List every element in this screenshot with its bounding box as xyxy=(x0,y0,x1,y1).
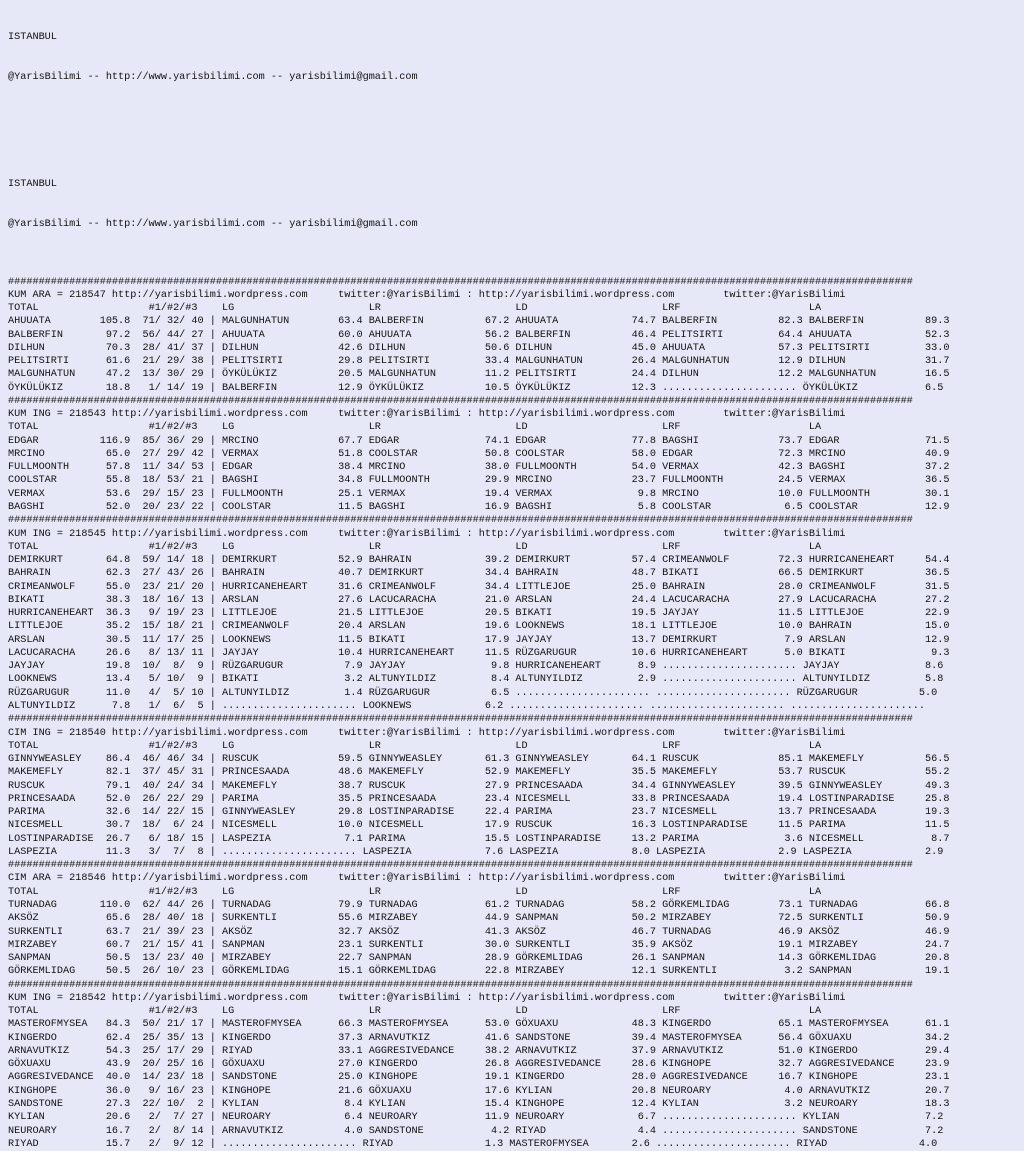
table-row: MASTEROFMYSEA 84.3 50/ 21/ 17 | MASTEROFMYSEA 66.3 MASTEROFMYSEA 53.0 GÖXUAXU 48.3 KINGERDO 65.1 MASTEROFMYSEA 61.1 xyxy=(8,1018,1024,1031)
table-row: MAKEMEFLY 82.1 37/ 45/ 31 | PRINCESAADA 48.6 MAKEMEFLY 52.9 MAKEMEFLY 35.5 MAKEMEFLY 53.7 RUSCUK 55.2 xyxy=(8,766,1024,779)
table-row: NICESMELL 30.7 18/ 6/ 24 | NICESMELL 10.0 NICESMELL 17.9 RUSCUK 16.3 LOSTINPARADISE 11.5 PARIMA 11.5 xyxy=(8,819,1024,832)
table-row: MRCINO 65.0 27/ 29/ 42 | VERMAX 51.8 COOLSTAR 50.8 COOLSTAR 58.0 EDGAR 72.3 MRCINO 40.9 xyxy=(8,448,1024,461)
table-row: DILHUN 70.3 28/ 41/ 37 | DILHUN 42.6 DILHUN 50.6 DILHUN 45.0 AHUUATA 57.3 PELITSIRTI 33.0 xyxy=(8,342,1024,355)
table-row: EDGAR 116.9 85/ 36/ 29 | MRCINO 67.7 EDGAR 74.1 EDGAR 77.8 BAGSHI 73.7 EDGAR 71.5 xyxy=(8,435,1024,448)
table-row: LASPEZIA 11.3 3/ 7/ 8 | ...................... LASPEZIA 7.6 LASPEZIA 8.0 LASPEZIA 2.9 LASPEZIA 2.9 xyxy=(8,846,1024,859)
column-header: TOTAL #1/#2/#3 LG LR LD LRF LA xyxy=(8,886,1024,899)
table-row: AGGRESIVEDANCE 40.0 14/ 23/ 18 | SANDSTONE 25.0 KINGHOPE 19.1 KINGERDO 28.0 AGGRESIVEDANCE 16.7 KINGHOPE 23.1 xyxy=(8,1071,1024,1084)
separator-line: #################################################################################################################################################### xyxy=(8,395,1024,408)
table-row: PARIMA 32.6 14/ 22/ 15 | GINNYWEASLEY 29.8 LOSTINPARADISE 22.4 PARIMA 23.7 NICESMELL 13.7 PRINCESAADA 19.3 xyxy=(8,806,1024,819)
race-title: CIM ING = 218540 http://yarisbilimi.wordpress.com twitter:@YarisBilimi : http://yarisbilimi.wordpress.com twitter:@YarisBilimi xyxy=(8,727,1024,740)
header-contact: @YarisBilimi -- http://www.yarisbilimi.com -- yarisbilimi@gmail.com xyxy=(8,71,1024,84)
table-row: BAHRAIN 62.3 27/ 43/ 26 | BAHRAIN 40.7 DEMIRKURT 34.4 BAHRAIN 48.7 BIKATI 66.5 DEMIRKURT 36.5 xyxy=(8,567,1024,580)
column-header: TOTAL #1/#2/#3 LG LR LD LRF LA xyxy=(8,421,1024,434)
table-row: PRINCESAADA 52.0 26/ 22/ 29 | PARIMA 35.5 PRINCESAADA 23.4 NICESMELL 33.8 PRINCESAADA 19.4 LOSTINPARADISE 25.8 xyxy=(8,793,1024,806)
separator-line: #################################################################################################################################################### xyxy=(8,859,1024,872)
table-row: NEUROARY 16.7 2/ 8/ 14 | ARNAVUTKIZ 4.0 SANDSTONE 4.2 RIYAD 4.4 ...................... SANDSTONE 7.2 xyxy=(8,1125,1024,1138)
column-header: TOTAL #1/#2/#3 LG LR LD LRF LA xyxy=(8,740,1024,753)
table-row: MALGUNHATUN 47.2 13/ 30/ 29 | ÖYKÜLÜKIZ 20.5 MALGUNHATUN 11.2 PELITSIRTI 24.4 DILHUN 12.2 MALGUNHATUN 16.5 xyxy=(8,368,1024,381)
table-row: LOSTINPARADISE 26.7 6/ 18/ 15 | LASPEZIA 7.1 PARIMA 15.5 LOSTINPARADISE 13.2 PARIMA 3.6 NICESMELL 8.7 xyxy=(8,833,1024,846)
table-row: KINGERDO 62.4 25/ 35/ 13 | KINGERDO 37.3 ARNAVUTKIZ 41.6 SANDSTONE 39.4 MASTEROFMYSEA 56.4 GÖXUAXU 34.2 xyxy=(8,1032,1024,1045)
table-row: COOLSTAR 55.8 18/ 53/ 21 | BAGSHI 34.8 FULLMOONTH 29.9 MRCINO 23.7 FULLMOONTH 24.5 VERMAX 36.5 xyxy=(8,474,1024,487)
table-row: ARSLAN 30.5 11/ 17/ 25 | LOOKNEWS 11.5 BIKATI 17.9 JAYJAY 13.7 DEMIRKURT 7.9 ARSLAN 12.9 xyxy=(8,634,1024,647)
table-row: ARNAVUTKIZ 54.3 25/ 17/ 29 | RIYAD 33.1 AGGRESIVEDANCE 38.2 ARNAVUTKIZ 37.9 ARNAVUTKIZ 51.0 KINGERDO 29.4 xyxy=(8,1045,1024,1058)
table-row: FULLMOONTH 57.8 11/ 34/ 53 | EDGAR 38.4 MRCINO 38.0 FULLMOONTH 54.0 VERMAX 42.3 BAGSHI 37.2 xyxy=(8,461,1024,474)
header-city-2: ISTANBUL xyxy=(8,178,1024,191)
race-title: CIM ARA = 218546 http://yarisbilimi.wordpress.com twitter:@YarisBilimi : http://yarisbilimi.wordpress.com twitter:@YarisBilimi xyxy=(8,872,1024,885)
table-row: TURNADAG 110.0 62/ 44/ 26 | TURNADAG 79.9 TURNADAG 61.2 TURNADAG 58.2 GÖRKEMLIDAG 73.1 TURNADAG 66.8 xyxy=(8,899,1024,912)
table-row: PELITSIRTI 61.6 21/ 29/ 38 | PELITSIRTI 29.8 PELITSIRTI 33.4 MALGUNHATUN 26.4 MALGUNHATUN 12.9 DILHUN 31.7 xyxy=(8,355,1024,368)
race-report xyxy=(8,276,1024,1151)
top-header xyxy=(8,4,1024,111)
table-row: GÖRKEMLIDAG 50.5 26/ 10/ 23 | GÖRKEMLIDAG 15.1 GÖRKEMLIDAG 22.8 MIRZABEY 12.1 SURKENTLI 3.2 SANPMAN 19.1 xyxy=(8,965,1024,978)
table-row: BAGSHI 52.0 20/ 23/ 22 | COOLSTAR 11.5 BAGSHI 16.9 BAGSHI 5.8 COOLSTAR 6.5 COOLSTAR 12.9 xyxy=(8,501,1024,514)
table-row: LACUCARACHA 26.6 8/ 13/ 11 | JAYJAY 10.4 HURRICANEHEART 11.5 RÜZGARUGUR 10.6 HURRICANEHEART 5.0 BIKATI 9.3 xyxy=(8,647,1024,660)
race-title: KUM ARA = 218547 http://yarisbilimi.wordpress.com twitter:@YarisBilimi : http://yarisbilimi.wordpress.com twitter:@YarisBilimi xyxy=(8,289,1024,302)
race-title: KUM ING = 218545 http://yarisbilimi.wordpress.com twitter:@YarisBilimi : http://yarisbilimi.wordpress.com twitter:@YarisBilimi xyxy=(8,528,1024,541)
table-row: LITTLEJOE 35.2 15/ 18/ 21 | CRIMEANWOLF 20.4 ARSLAN 19.6 LOOKNEWS 18.1 LITTLEJOE 10.0 BAHRAIN 15.0 xyxy=(8,620,1024,633)
table-row: VERMAX 53.6 29/ 15/ 23 | FULLMOONTH 25.1 VERMAX 19.4 VERMAX 9.8 MRCINO 10.0 FULLMOONTH 30.1 xyxy=(8,488,1024,501)
table-row: KYLIAN 20.6 2/ 7/ 27 | NEUROARY 6.4 NEUROARY 11.9 NEUROARY 6.7 ...................... KYLIAN 7.2 xyxy=(8,1111,1024,1124)
separator-line: #################################################################################################################################################### xyxy=(8,979,1024,992)
table-row: AKSÖZ 65.6 28/ 40/ 18 | SURKENTLI 55.6 MIRZABEY 44.9 SANPMAN 50.2 MIRZABEY 72.5 SURKENTLI 50.9 xyxy=(8,912,1024,925)
table-row: MIRZABEY 60.7 21/ 15/ 41 | SANPMAN 23.1 SURKENTLI 30.0 SURKENTLI 35.9 AKSÖZ 19.1 MIRZABEY 24.7 xyxy=(8,939,1024,952)
table-row: ALTUNYILDIZ 7.8 1/ 6/ 5 | ...................... LOOKNEWS 6.2 ...................... ...................... ...................... xyxy=(8,700,1024,713)
column-header: TOTAL #1/#2/#3 LG LR LD LRF LA xyxy=(8,541,1024,554)
table-row: BALBERFIN 97.2 56/ 44/ 27 | AHUUATA 60.0 AHUUATA 56.2 BALBERFIN 46.4 PELITSIRTI 64.4 AHUUATA 52.3 xyxy=(8,329,1024,342)
table-row: LOOKNEWS 13.4 5/ 10/ 9 | BIKATI 3.2 ALTUNYILDIZ 8.4 ALTUNYILDIZ 2.9 ...................... ALTUNYILDIZ 5.8 xyxy=(8,673,1024,686)
spacer xyxy=(8,111,1024,151)
table-row: DEMIRKURT 64.8 59/ 14/ 18 | DEMIRKURT 52.9 BAHRAIN 39.2 DEMIRKURT 57.4 CRIMEANWOLF 72.3 HURRICANEHEART 54.4 xyxy=(8,554,1024,567)
table-row: KINGHOPE 36.0 9/ 16/ 23 | KINGHOPE 21.6 GÖXUAXU 17.6 KYLIAN 20.8 NEUROARY 4.0 ARNAVUTKIZ 20.7 xyxy=(8,1085,1024,1098)
table-row: AHUUATA 105.8 71/ 32/ 40 | MALGUNHATUN 63.4 BALBERFIN 67.2 AHUUATA 74.7 BALBERFIN 82.3 BALBERFIN 89.3 xyxy=(8,315,1024,328)
header-city: ISTANBUL xyxy=(8,31,1024,44)
spacer xyxy=(8,259,1024,276)
table-row: SANDSTONE 27.3 22/ 10/ 2 | KYLIAN 8.4 KYLIAN 15.4 KINGHOPE 12.4 KYLIAN 3.2 NEUROARY 18.3 xyxy=(8,1098,1024,1111)
table-row: SANPMAN 50.5 13/ 23/ 40 | MIRZABEY 22.7 SANPMAN 28.9 GÖRKEMLIDAG 26.1 SANPMAN 14.3 GÖRKEMLIDAG 20.8 xyxy=(8,952,1024,965)
table-row: RIYAD 15.7 2/ 9/ 12 | ...................... RIYAD 1.3 MASTEROFMYSEA 2.6 ...................... RIYAD 4.0 xyxy=(8,1138,1024,1151)
separator-line: #################################################################################################################################################### xyxy=(8,276,1024,289)
table-row: CRIMEANWOLF 55.0 23/ 21/ 20 | HURRICANEHEART 31.6 CRIMEANWOLF 34.4 LITTLEJOE 25.0 BAHRAIN 28.0 CRIMEANWOLF 31.5 xyxy=(8,581,1024,594)
table-row: BIKATI 38.3 18/ 16/ 13 | ARSLAN 27.6 LACUCARACHA 21.0 ARSLAN 24.4 LACUCARACHA 27.9 LACUCARACHA 27.2 xyxy=(8,594,1024,607)
table-row: RÜZGARUGUR 11.0 4/ 5/ 10 | ALTUNYILDIZ 1.4 RÜZGARUGUR 6.5 ...................... ...................... RÜZGARUGUR 5.0 xyxy=(8,687,1024,700)
table-row: RUSCUK 79.1 40/ 24/ 34 | MAKEMEFLY 38.7 RUSCUK 27.9 PRINCESAADA 34.4 GINNYWEASLEY 39.5 GINNYWEASLEY 49.3 xyxy=(8,780,1024,793)
table-row: ÖYKÜLÜKIZ 18.8 1/ 14/ 19 | BALBERFIN 12.9 ÖYKÜLÜKIZ 10.5 ÖYKÜLÜKIZ 12.3 ...................... ÖYKÜLÜKIZ 6.5 xyxy=(8,382,1024,395)
separator-line: #################################################################################################################################################### xyxy=(8,514,1024,527)
table-row: HURRICANEHEART 36.3 9/ 19/ 23 | LITTLEJOE 21.5 LITTLEJOE 20.5 BIKATI 19.5 JAYJAY 11.5 LITTLEJOE 22.9 xyxy=(8,607,1024,620)
table-row: GINNYWEASLEY 86.4 46/ 46/ 34 | RUSCUK 59.5 GINNYWEASLEY 61.3 GINNYWEASLEY 64.1 RUSCUK 85.1 MAKEMEFLY 56.5 xyxy=(8,753,1024,766)
race-title: KUM ING = 218543 http://yarisbilimi.wordpress.com twitter:@YarisBilimi : http://yarisbilimi.wordpress.com twitter:@YarisBilimi xyxy=(8,408,1024,421)
separator-line: #################################################################################################################################################### xyxy=(8,713,1024,726)
table-row: JAYJAY 19.8 10/ 8/ 9 | RÜZGARUGUR 7.9 JAYJAY 9.8 HURRICANEHEART 8.9 ...................... JAYJAY 8.6 xyxy=(8,660,1024,673)
second-header xyxy=(8,151,1024,258)
header-contact-2: @YarisBilimi -- http://www.yarisbilimi.com -- yarisbilimi@gmail.com xyxy=(8,218,1024,231)
column-header: TOTAL #1/#2/#3 LG LR LD LRF LA xyxy=(8,302,1024,315)
table-row: SURKENTLI 63.7 21/ 39/ 23 | AKSÖZ 32.7 AKSÖZ 41.3 AKSÖZ 46.7 TURNADAG 46.9 AKSÖZ 46.9 xyxy=(8,926,1024,939)
race-title: KUM ING = 218542 http://yarisbilimi.wordpress.com twitter:@YarisBilimi : http://yarisbilimi.wordpress.com twitter:@YarisBilimi xyxy=(8,992,1024,1005)
table-row: GÖXUAXU 43.9 20/ 25/ 16 | GÖXUAXU 27.0 KINGERDO 26.8 AGGRESIVEDANCE 28.6 KINGHOPE 32.7 AGGRESIVEDANCE 23.9 xyxy=(8,1058,1024,1071)
column-header: TOTAL #1/#2/#3 LG LR LD LRF LA xyxy=(8,1005,1024,1018)
